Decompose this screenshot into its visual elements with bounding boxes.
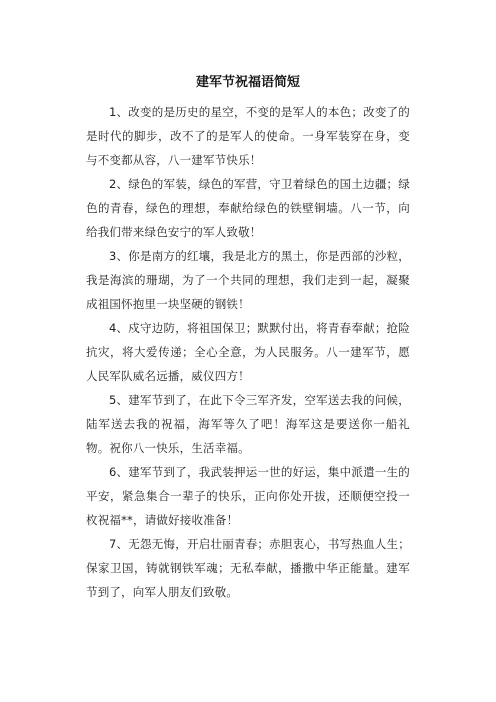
paragraph-7: 7、无怨无悔，开启壮丽青春；赤胆衷心，书写热血人生；保家卫国，铸就钢铁军魂；无私奉献，播撒中华正能量。建军节到了，向军人朋友们致敬。 bbox=[86, 537, 410, 599]
document-title: 建军节祝福语简短 bbox=[195, 75, 300, 90]
paragraph-2: 2、绿色的军装，绿色的军营，守卫着绿色的国土边疆；绿色的青春，绿色的理想，奉献给绿色的铁壁铜墙。八一节，向给我们带来绿色安宁的军人致敬！ bbox=[86, 177, 410, 239]
paragraph-6: 6、建军节到了，我武装押运一世的好运，集中派遣一生的平安，紧急集合一辈子的快乐，正向你处开拔，还顺便空投一枚祝福**，请做好接收准备！ bbox=[86, 465, 410, 527]
paragraph-4: 4、戍守边防，将祖国保卫；默默付出，将青春奉献；抢险抗灾，将大爱传递；全心全意，为人民服务。八一建军节，愿人民军队威名远播，威仪四方！ bbox=[86, 321, 410, 383]
paragraph-1: 1、改变的是历史的星空，不变的是军人的本色；改变了的是时代的脚步，改不了的是军人的使命。一身军装穿在身，变与不变都从容，八一建军节快乐！ bbox=[86, 105, 410, 167]
paragraph-5: 5、建军节到了，在此下令三军齐发，空军送去我的问候，陆军送去我的祝福，海军等久了吧！海军这是要送你一船礼物。祝你八一快乐，生活幸福。 bbox=[86, 393, 410, 455]
paragraph-3: 3、你是南方的红壤，我是北方的黑土，你是西部的沙粒，我是海滨的珊瑚，为了一个共同的理想，我们走到一起，凝聚成祖国怀抱里一块坚硬的钢铁！ bbox=[86, 249, 410, 311]
